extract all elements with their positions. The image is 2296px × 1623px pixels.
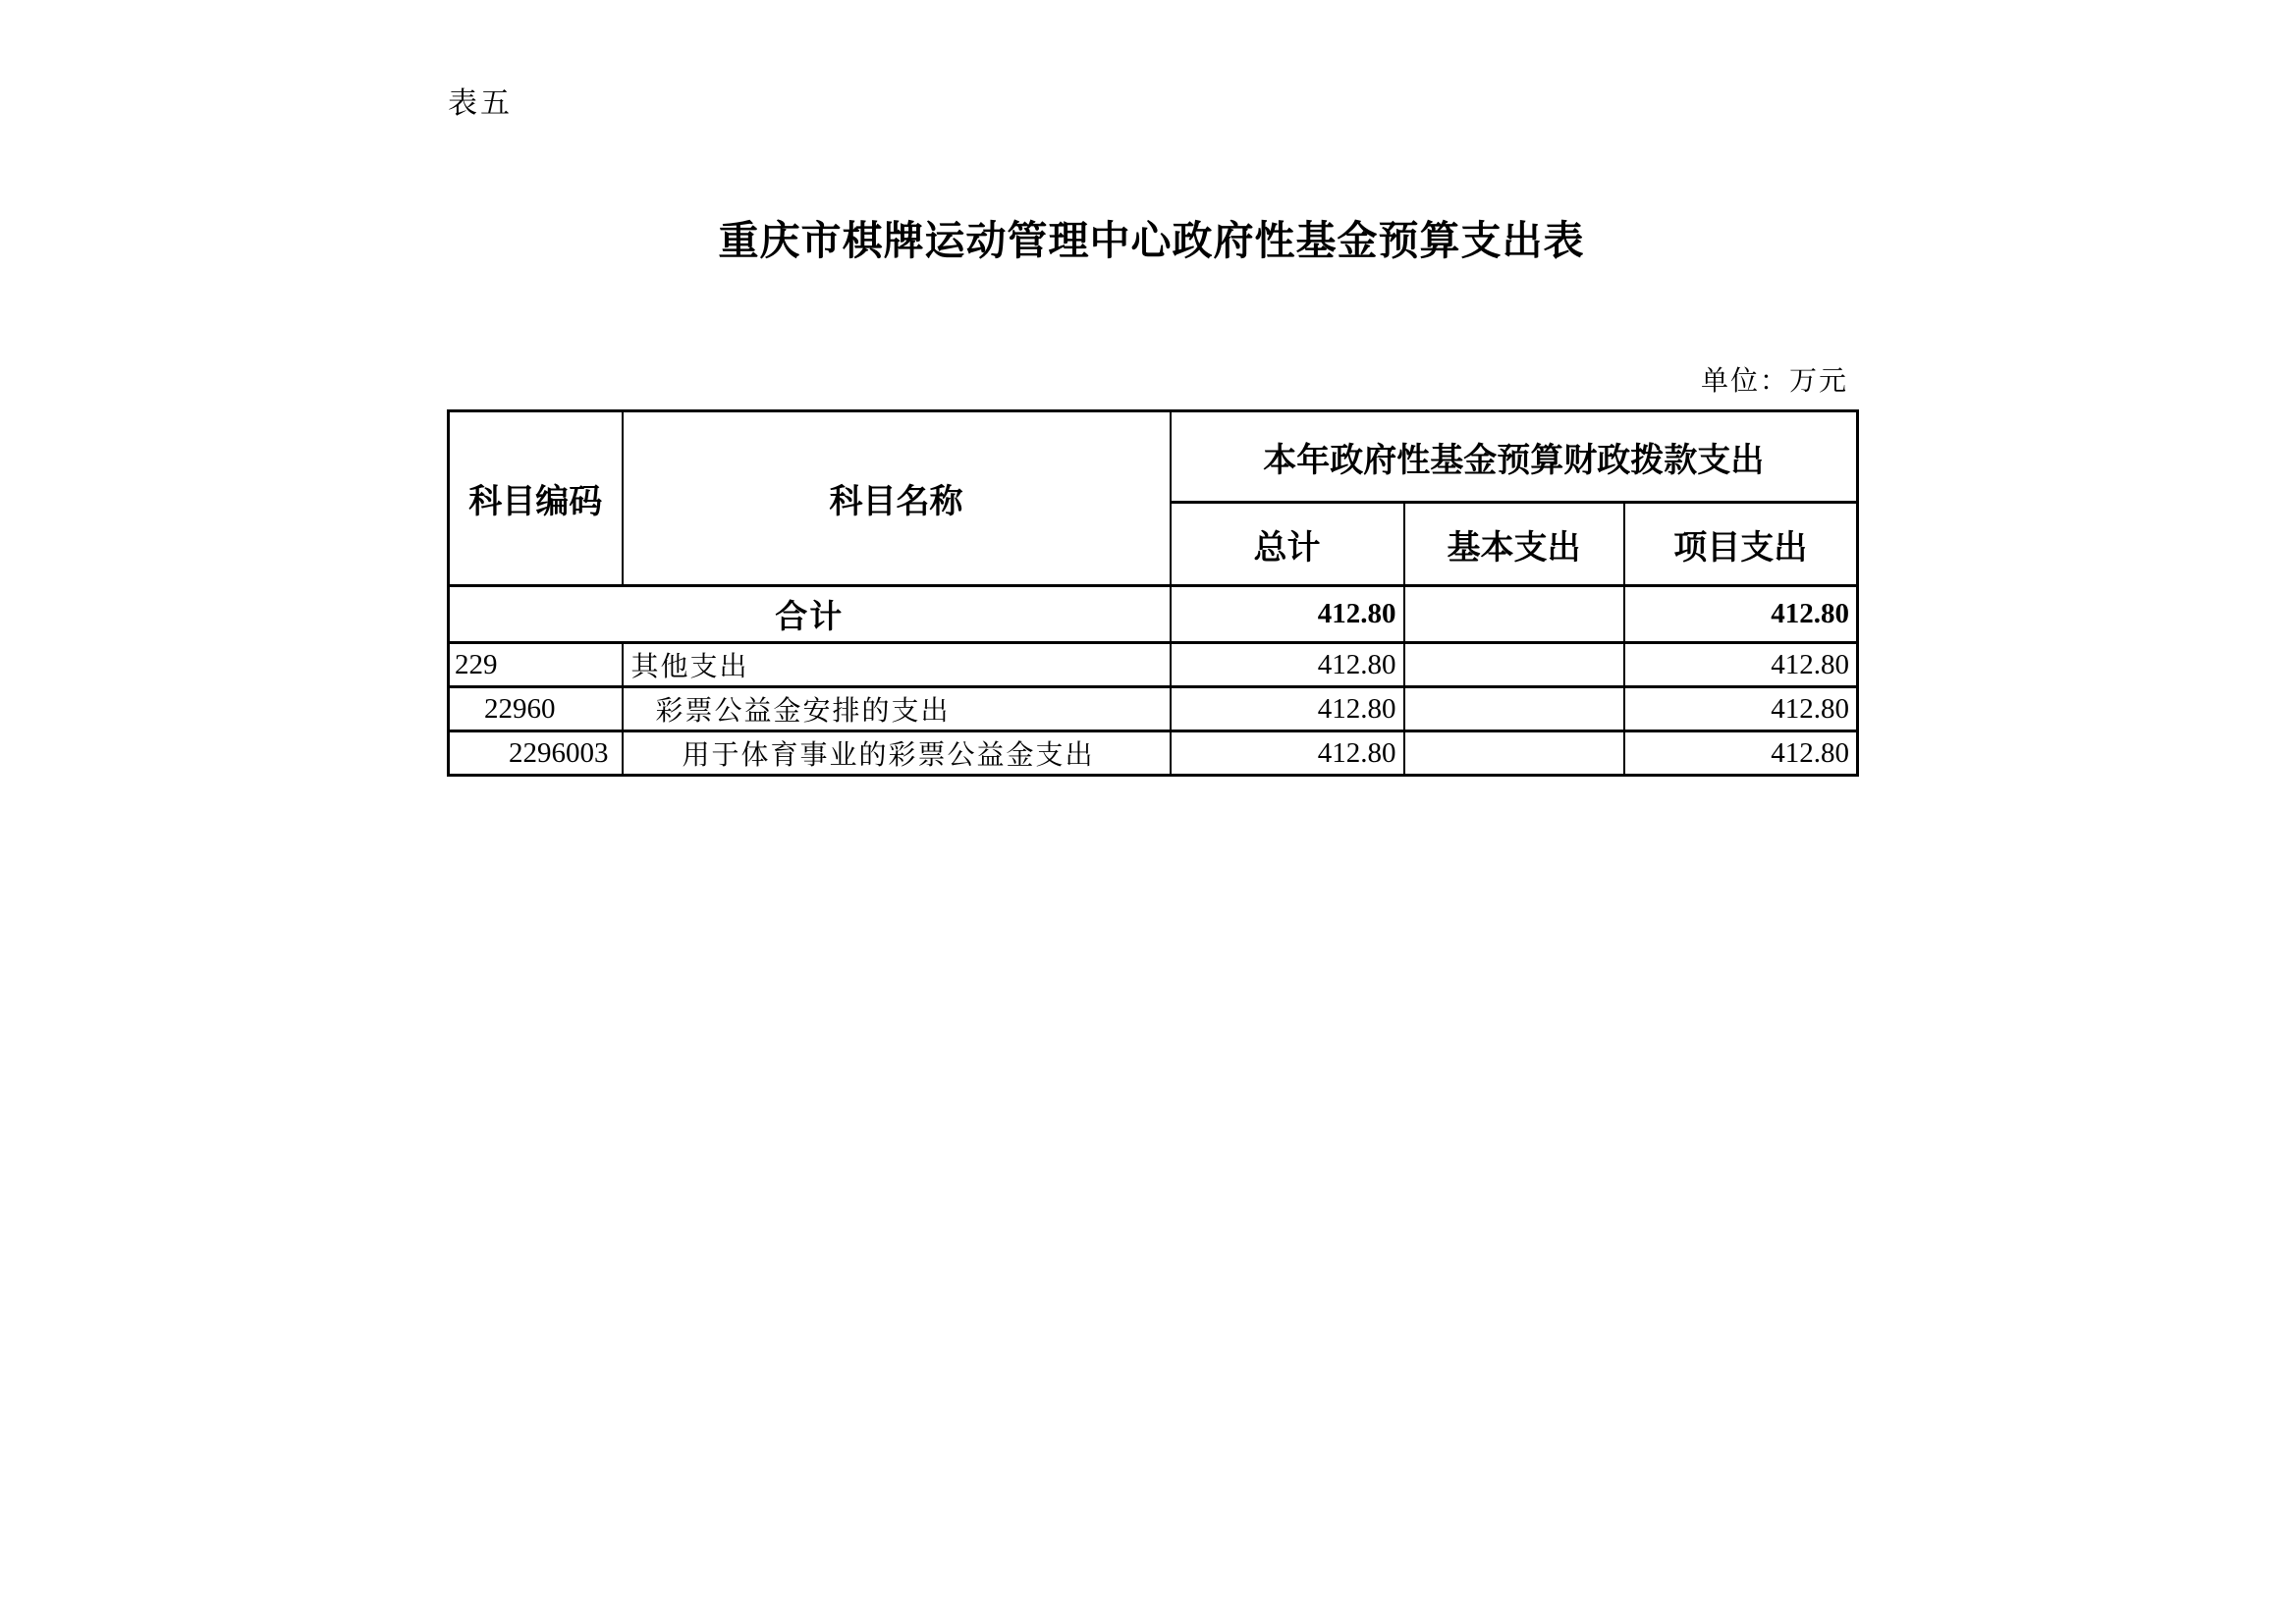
total-value-cell: 412.80 — [1171, 731, 1404, 776]
table-row — [449, 643, 1858, 687]
document-title: 重庆市棋牌运动管理中心政府性基金预算支出表 — [718, 218, 1585, 263]
basic-value-cell — [1404, 643, 1624, 687]
summary-total-value: 412.80 — [1171, 586, 1404, 643]
project-value-cell: 412.80 — [1624, 687, 1858, 731]
subject-code-cell: 2296003 — [449, 731, 623, 776]
subject-name-cell: 其他支出 — [623, 643, 1171, 687]
summary-basic-value — [1404, 586, 1624, 643]
unit-note: 单位：万元 — [1700, 366, 1848, 397]
summary-project-value: 412.80 — [1624, 586, 1858, 643]
project-value-cell: 412.80 — [1624, 731, 1858, 776]
col-header-subject-name: 科目名称 — [623, 411, 1171, 586]
subject-name-cell: 彩票公益金安排的支出 — [623, 687, 1171, 731]
subject-name-cell: 用于体育事业的彩票公益金支出 — [623, 731, 1171, 776]
table-row — [449, 731, 1858, 776]
table-row — [449, 687, 1858, 731]
subject-code-cell: 22960 — [449, 687, 623, 731]
project-value-cell: 412.80 — [1624, 643, 1858, 687]
table-number-label: 表五 — [448, 87, 513, 120]
summary-label: 合计 — [449, 586, 1171, 643]
budget-expenditure-table — [447, 409, 1859, 777]
basic-value-cell — [1404, 731, 1624, 776]
total-value-cell: 412.80 — [1171, 643, 1404, 687]
col-header-project-expenditure: 项目支出 — [1624, 503, 1858, 586]
col-header-basic-expenditure: 基本支出 — [1404, 503, 1624, 586]
col-header-group-fund-expenditure: 本年政府性基金预算财政拨款支出 — [1171, 411, 1858, 503]
col-header-subject-code: 科目编码 — [449, 411, 623, 586]
table-header-row-1 — [449, 411, 1858, 503]
table-row-summary — [449, 586, 1858, 643]
basic-value-cell — [1404, 687, 1624, 731]
col-header-total: 总计 — [1171, 503, 1404, 586]
subject-code-cell: 229 — [449, 643, 623, 687]
total-value-cell: 412.80 — [1171, 687, 1404, 731]
